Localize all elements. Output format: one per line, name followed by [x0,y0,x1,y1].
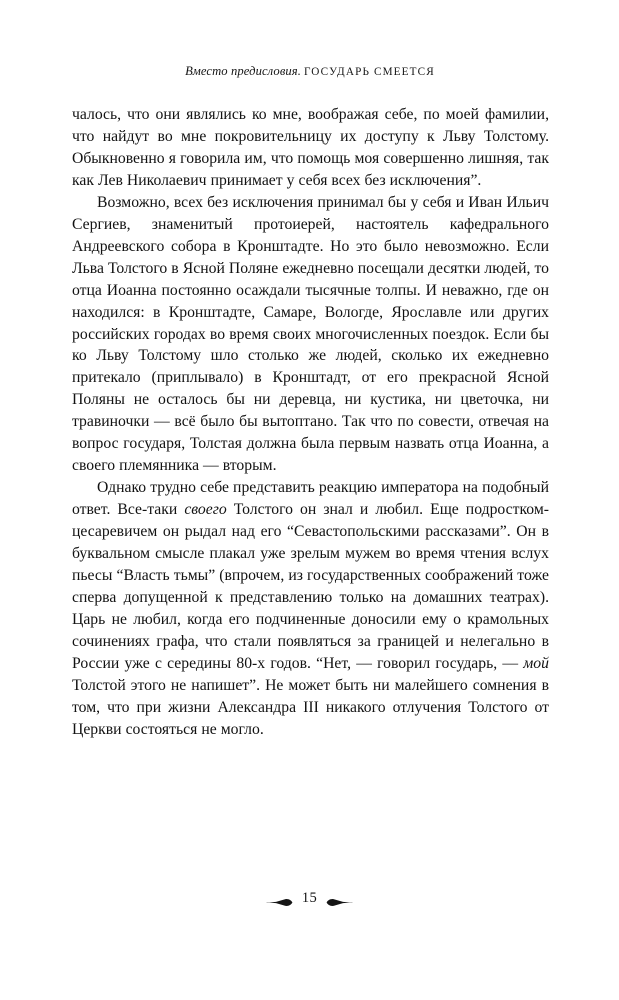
emphasis-text: своего [184,501,227,519]
body-text-run: Возможно, всех без исключения принимал бы у себя и Иван Ильич Сергиев, знаменитый протоиерей, настоятель кафедрального Андреевского собора в Кронштадте. Но это было невозможно. Если Льва Толстого в Ясной Поляне ежедневно посещали десятки людей, то отца Иоанна постоянно осаждали тысячные толпы. И неважно, где он находился: в Кронштадте, Самаре, Вологде, Ярославле или других российских городах во время своих многочисленных поездок. Если бы ко Льву Толстому шло столько же людей, сколько их ежедневно притекало (приплывало) в Кронштадт, от его прекрасной Ясной Поляны не осталось бы ни деревца, ни кустика, ни цветочка, ни травиночки — всё было бы вытоптано. Так что по совести, отвечая на вопрос государя, Толстая должна была первым назвать отца Иоанна, а своего племянника — вторым. [72,193,549,475]
running-head-chapter-title: ГОСУДАРЬ СМЕЕТСЯ [303,66,435,78]
running-head [72,64,548,79]
right-ornament-icon [326,894,353,903]
paragraph-1 [72,104,549,192]
body-text-run: чалось, что они являлись ко мне, воображая себе, по моей фамилии, что найдут во мне покровительницу их доступу к Льву Толстому. Обыкновенно я говорила им, что помощь моя совершенно лишняя, так как Лев Николаевич принимает у себя всех без исключения”. [72,106,549,189]
body-text-run: Толстой этого не напишет”. Не может быть ни малейшего сомнения в том, что при жизни Александра III никакого отлучения Толстого от Церкви состояться не могло. [72,676,549,738]
body-text-run: Однако трудно себе представить реакцию императора на подобный ответ. Все-таки [72,479,549,519]
running-head-chapter-label: Вместо предисловия. [185,64,301,78]
page-folio [0,890,619,906]
page-number: 15 [301,890,318,906]
paragraph-3 [72,477,549,740]
left-ornament-icon [266,894,293,903]
emphasis-text: мой [523,654,549,672]
body-text-run: Толстого он знал и любил. Еще подростком-цесаревичем он рыдал над его “Севастопольскими рассказами”. Он в буквальном смысле плакал уже зрелым мужем во время чтения вслух пьесы “Власть тьмы” (впрочем, из государственных соображений тоже сперва допущенной к представлению только на домашних театрах). Царь не любил, когда его подчиненные доносили ему о крамольных сочинениях графа, что стали появляться за границей и нелегально в России уже с середины 80-х годов. “Нет, — говорил государь, — [72,501,549,672]
body-text-block [72,104,549,741]
paragraph-2 [72,192,549,477]
